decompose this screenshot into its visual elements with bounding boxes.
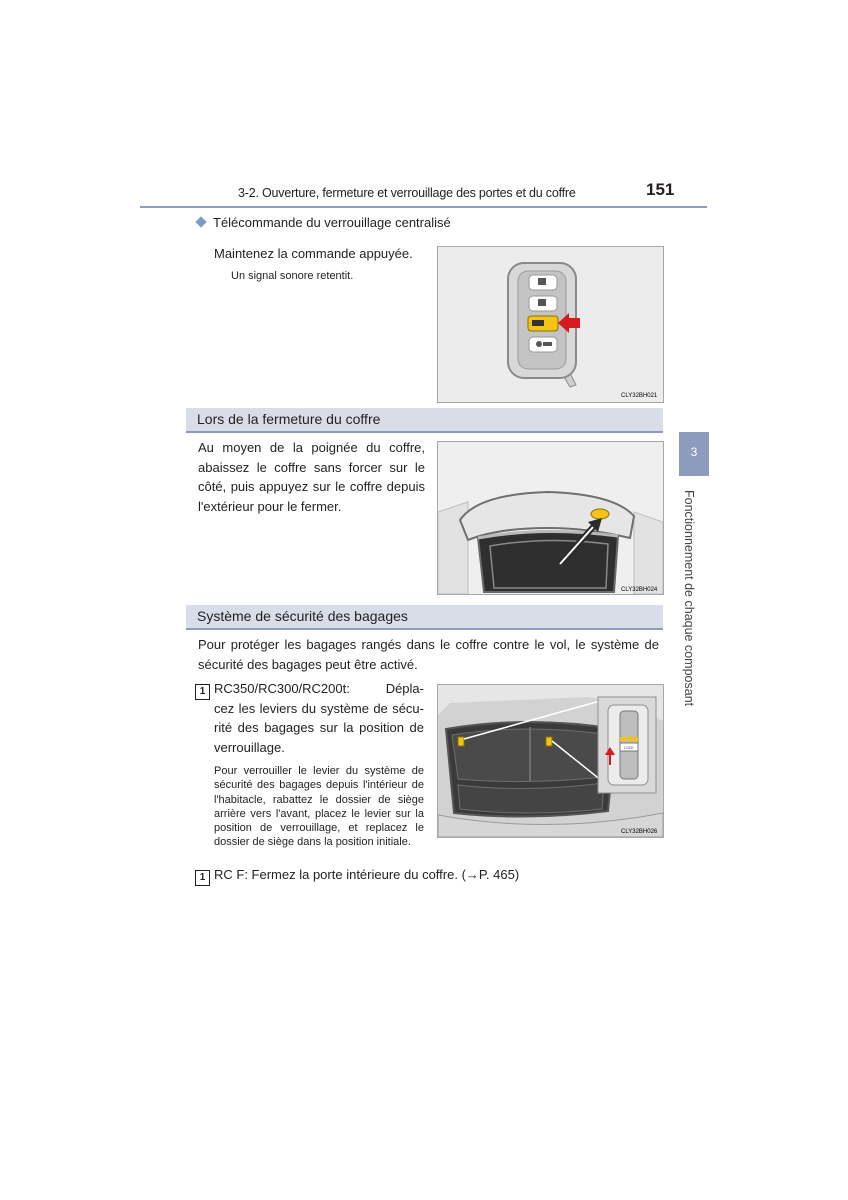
section-title-security: Système de sécurité des bagages	[197, 608, 408, 624]
section-bar-closing	[186, 408, 663, 433]
step1-line2: cez les leviers du système de sécu-	[214, 700, 424, 716]
section-bar-security	[186, 605, 663, 630]
security-intro: Pour protéger les bagages rangés dans le coffre contre le vol, le système de sécurité des bagages peut être activé.	[198, 637, 659, 672]
step1-line4: verrouillage.	[214, 739, 285, 755]
remote-instruction: Maintenez la commande appuyée.	[214, 246, 413, 261]
trunk-closing-figure	[437, 441, 664, 595]
diamond-bullet-icon	[195, 216, 206, 227]
chapter-tab: 3	[679, 432, 709, 476]
step2-text: RC F: Fermez la porte intérieure du coffre. (→P. 465)	[214, 867, 520, 882]
running-header-title: 3-2. Ouverture, fermeture et verrouillage des portes et du coffre	[238, 186, 576, 200]
step2-number-box	[195, 867, 210, 886]
remote-key-figure	[437, 246, 664, 403]
luggage-security-figure	[437, 684, 664, 838]
step1-line3: rité des bagages sur la position de	[214, 720, 424, 736]
lock-label: LOCK	[624, 746, 634, 750]
header-rule	[140, 206, 707, 208]
step2-number: 1	[195, 870, 210, 886]
section-title-closing: Lors de la fermeture du coffre	[197, 411, 381, 427]
step1-number-box	[195, 681, 210, 700]
step1-number: 1	[195, 684, 210, 700]
remote-heading	[197, 215, 451, 230]
step1-text	[214, 679, 424, 757]
closing-text: Au moyen de la poignée du coffre, abaissez le coffre sans forcer sur le côté, puis appuyez sur le coffre depuis l'extérieur pour le fermer.	[198, 440, 425, 514]
closing-fig-code: CLY32BH024	[621, 587, 658, 593]
security-fig-code: CLY32BH026	[621, 829, 658, 835]
page-number: 151	[646, 180, 675, 199]
remote-note: Un signal sonore retentit.	[231, 270, 354, 282]
step1-note: Pour verrouiller le levier du système de sécurité des bagages depuis l'intérieur de l'habitacle, rabattez le dossier de siège arrière vers l'avant, placez le levier sur la position de verrouillage, et replacez le dossier de siège dans la position initiale.	[214, 765, 424, 849]
chapter-side-label: Fonctionnement de chaque composant	[682, 490, 696, 707]
step1-line1: RC350/RC300/RC200t: Dépla-	[214, 681, 424, 696]
remote-fig-code: CLY32BH021	[621, 393, 658, 399]
remote-heading-text: Télécommande du verrouillage centralisé	[213, 215, 451, 230]
